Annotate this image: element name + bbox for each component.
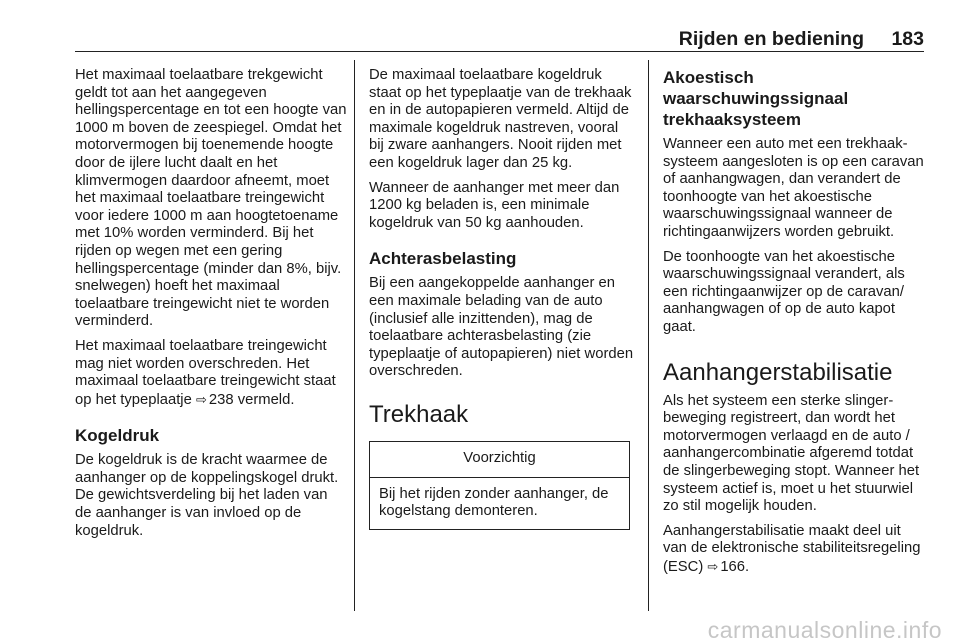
paragraph: Wanneer de aanhanger met meer dan 1200 kg beladen is, een minimale kogeldruk van 50 kg aanhouden. bbox=[369, 179, 620, 231]
watermark: carmanualsonline.info bbox=[707, 617, 942, 643]
paragraph: De kogeldruk is de kracht waarmee de aanhanger op de koppelingskogel drukt. De gewichtsverdeling bij het laden van de aanhanger is van invloed op de kogeldruk. bbox=[75, 452, 339, 539]
paragraph: De maximaal toelaatbare kogeldruk staat op het typeplaatje van de trekhaak en in de autopapieren vermeld. Altijd de maximale kogeldruk nastreven, vooral bij zware aanhangers. Nooit rijden met een kogeldruk lager dan 25 kg. bbox=[369, 67, 632, 171]
caution-text: Bij het rijden zonder aanhanger, de kogelstang demonteren. bbox=[379, 485, 609, 520]
header-divider bbox=[75, 51, 924, 52]
column-2 bbox=[369, 67, 635, 530]
column-3 bbox=[663, 67, 925, 583]
column-divider-2 bbox=[648, 60, 649, 611]
page-reference-arrow-icon: ⇨ bbox=[707, 558, 719, 574]
caution-title: Voorzichtig bbox=[370, 442, 629, 478]
section-heading-trekhaak: Trekhaak bbox=[369, 400, 469, 428]
page-number: 183 bbox=[891, 28, 924, 50]
column-1 bbox=[75, 67, 347, 547]
section-heading-achterasbelasting: Achterasbelasting bbox=[369, 249, 517, 269]
section-heading-kogeldruk: Kogeldruk bbox=[75, 426, 160, 446]
page-reference-arrow-icon: ⇨ bbox=[195, 391, 207, 407]
page-reference[interactable]: 166. bbox=[720, 558, 750, 575]
section-heading-akoestisch: Akoestisch waarschuwingssignaal trekhaaksysteem bbox=[663, 68, 849, 129]
paragraph: Het maximaal toelaatbare trekgewicht geldt tot aan het aangegeven hellingspercentage en tot een hoogte van 1000 m boven de zeespiegel. Omdat het motorvermogen bij toenemende hoogte door de ijlere lucht daalt en het klimvermogen daardoor afneemt, moet het maximaal toelaatbare treingewicht voor iedere 1000 m aan hoogtetoename met 10% worden verminderd. Bij het rijden op wegen met een gering hellingspercentage (minder dan 8%, bijv. snelwegen) hoeft het maximaal toelaatbare treingewicht niet te worden verminderd. bbox=[75, 67, 347, 330]
paragraph: Bij een aangekoppelde aanhanger en een maximale belading van de auto (inclusief alle inzittenden), mag de toelaatbare achterasbelasting (zie typeplaatje of autopapieren) niet worden overschreden. bbox=[369, 275, 634, 380]
paragraph: Het maximaal toelaatbare treingewicht mag niet worden overschreden. Het maximaal toelaatbare treingewicht staat op het typeplaatje ⇨ 238 vermeld. bbox=[75, 337, 336, 408]
section-heading-aanhangerstabilisatie: Aanhangerstabilisatie bbox=[663, 358, 893, 386]
page-reference[interactable]: 238 bbox=[208, 391, 234, 408]
paragraph: De toonhoogte van het akoestische waarschuwingssignaal verandert, als een richtingaanwijzer op de caravan/ aanhangwagen of op de auto kapot gaat. bbox=[663, 248, 905, 335]
paragraph: Aanhangerstabilisatie maakt deel uit van de elektronische stabiliteitsregeling (ESC) ⇨ 166. bbox=[663, 522, 921, 575]
column-divider-1 bbox=[354, 60, 355, 611]
paragraph: Als het systeem een sterke slingerbeweging registreert, dan wordt het motorvermogen verlaagd en de auto / aanhangercombinatie afgeremd totdat de slingerbeweging stopt. Wanneer het systeem actief is, moet u het stuurwiel zo stil mogelijk houden. bbox=[663, 392, 920, 515]
header-title: Rijden en bediening bbox=[678, 28, 864, 50]
paragraph: Wanneer een auto met een trekhaaksysteem aangesloten is op een caravan of aanhangwagen, dan verandert de toonhoogte van het akoestische waarschuwingssignaal wanneer de richtingaanwijzers worden gebruikt. bbox=[663, 136, 924, 240]
caution-box bbox=[369, 441, 630, 530]
